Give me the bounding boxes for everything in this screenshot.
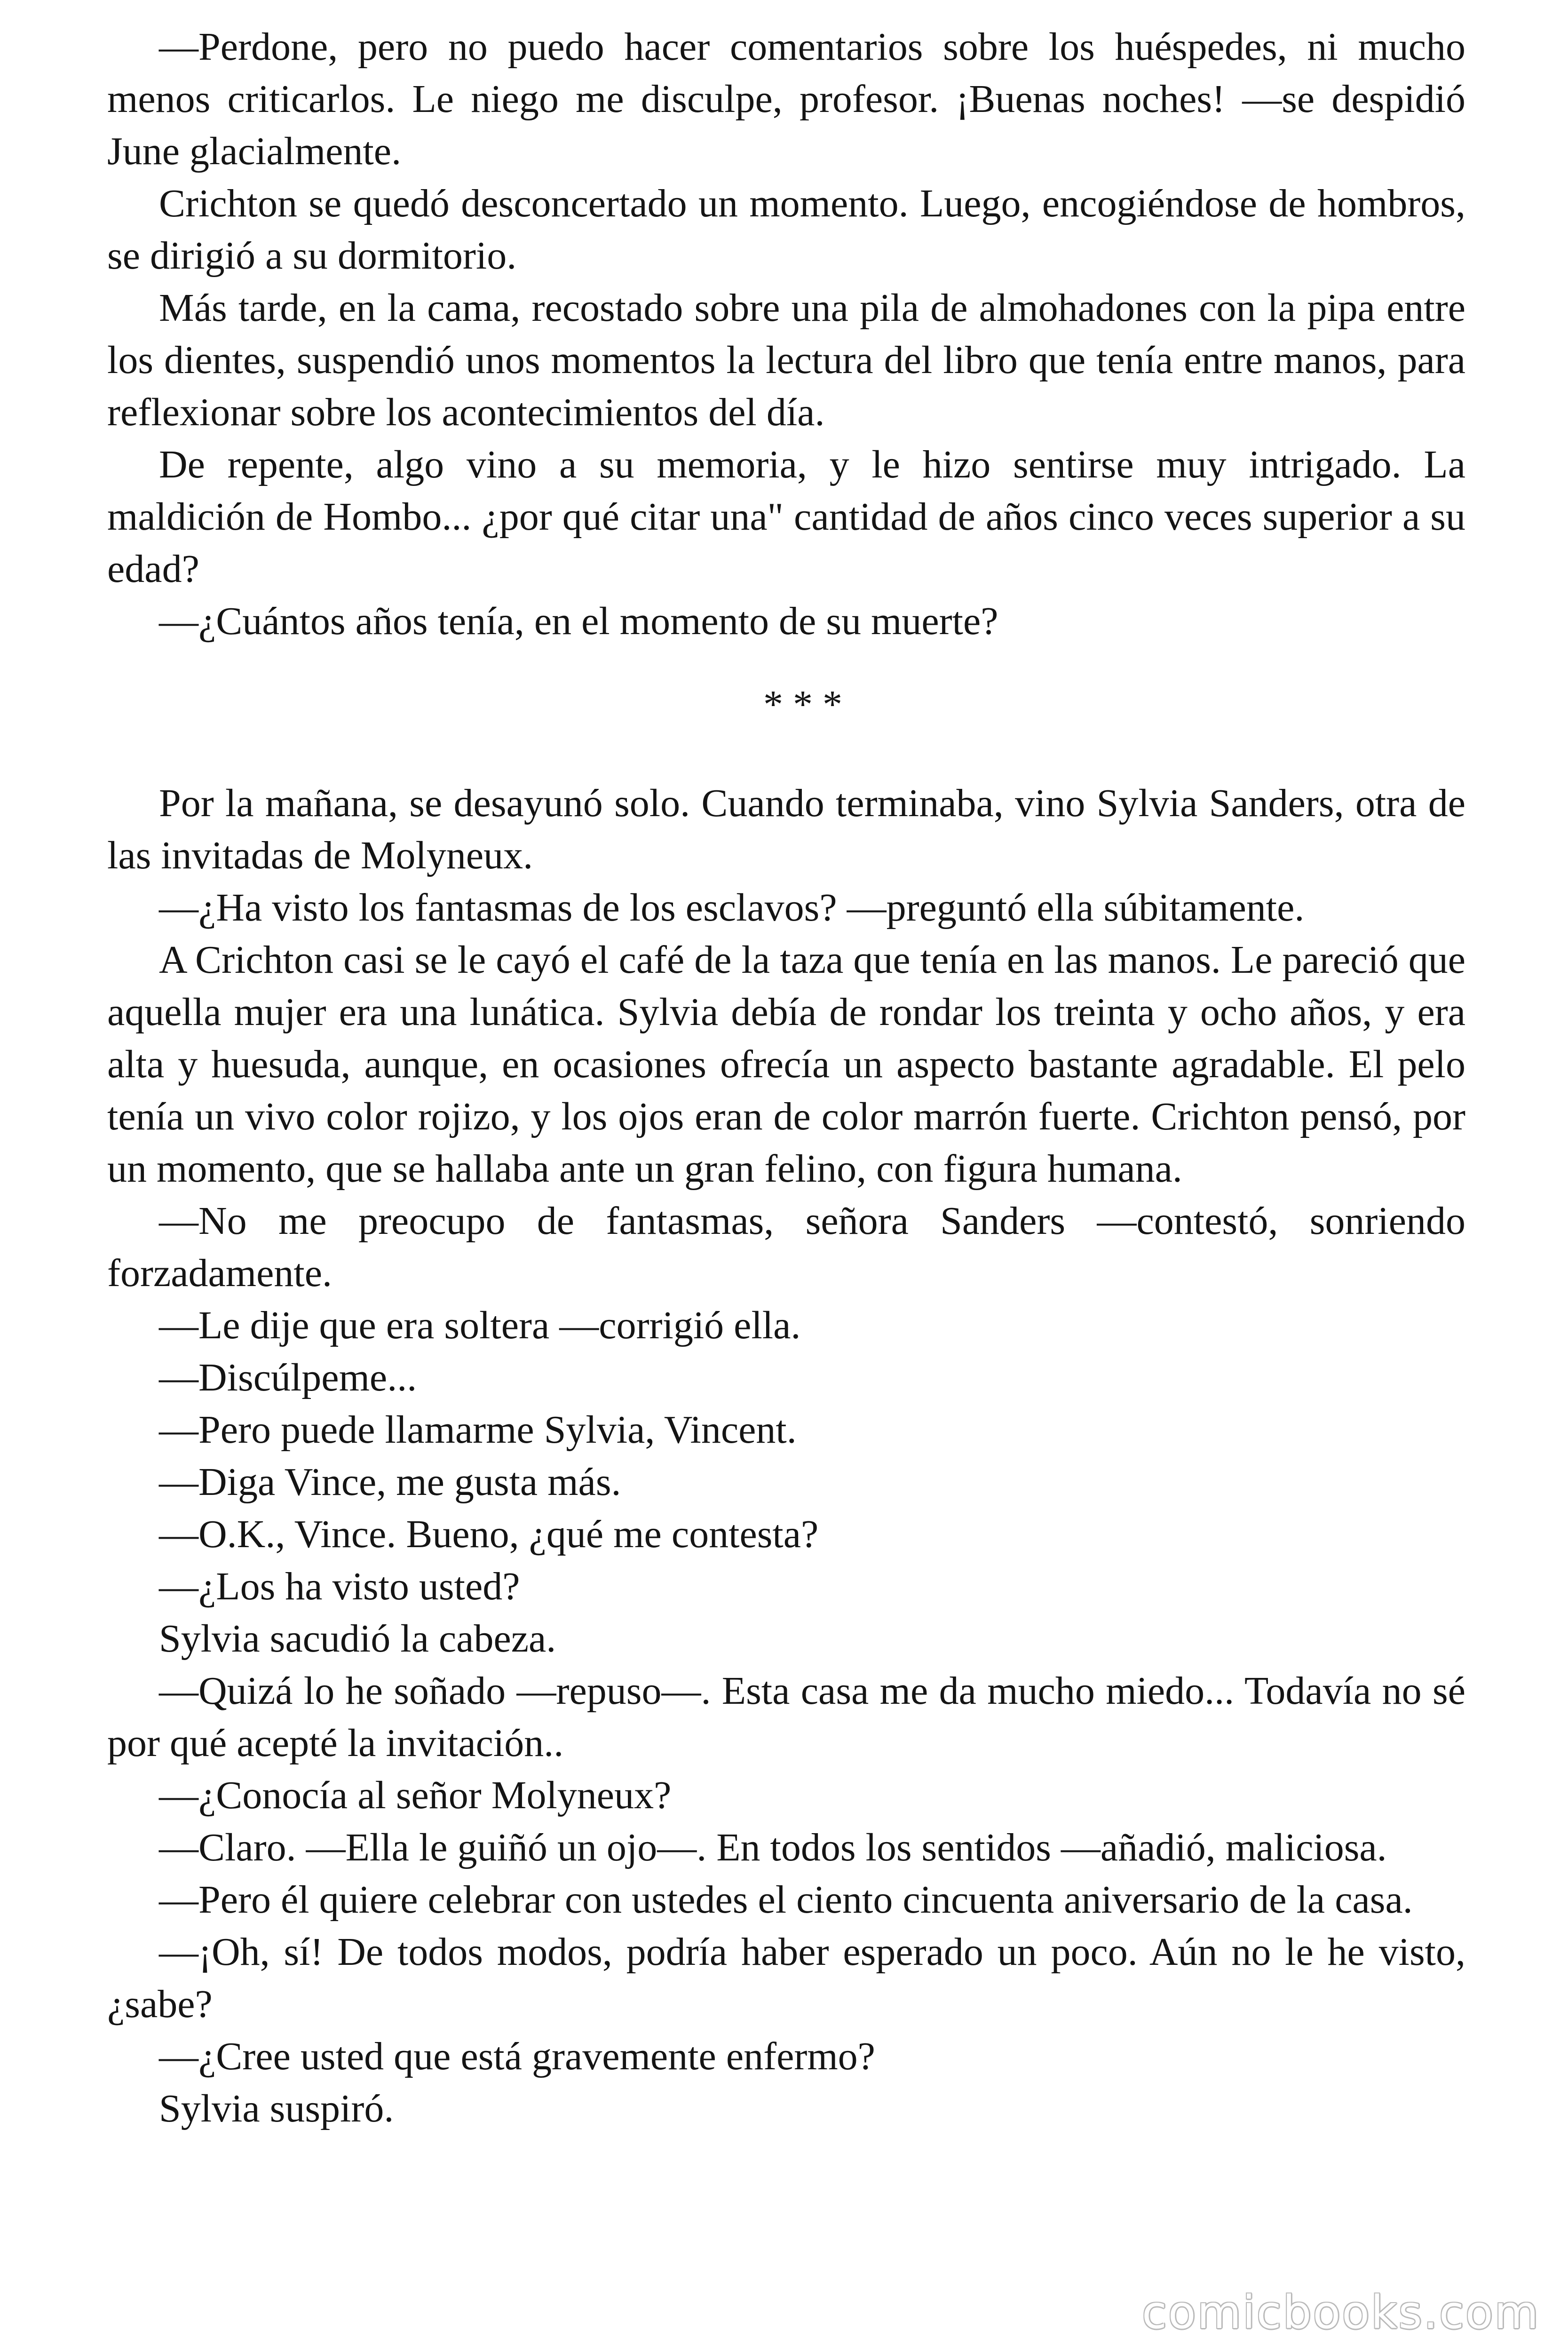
paragraph: —Claro. —Ella le guiñó un ojo—. En todos los sentidos —añadió, maliciosa. [159,1826,1387,1869]
paragraph: —¿Ha visto los fantasmas de los esclavos? —preguntó ella súbitamente. [159,886,1305,930]
paragraph: Sylvia sacudió la cabeza. [159,1617,556,1661]
paragraph: —Discúlpeme... [159,1356,417,1399]
paragraph: —O.K., Vince. Bueno, ¿qué me contesta? [159,1512,819,1556]
paragraph: —¿Los ha visto usted? [159,1565,520,1608]
paragraph: —¡Oh, sí! De todos modos, podría haber esperado un poco. Aún no le he visto, ¿sabe? [107,1930,1465,2026]
section-separator: * * * [763,683,842,726]
paragraph: —Perdone, pero no puedo hacer comentarios sobre los huéspedes, ni mucho menos criticarlos. Le niego me disculpe, profesor. ¡Buenas noches! —se despidió June glacialmente. [107,25,1465,173]
paragraph: De repente, algo vino a su memoria, y le hizo sentirse muy intrigado. La maldición de Hombo... ¿por qué citar una" cantidad de años cinco veces superior a su edad? [107,443,1465,591]
watermark: comicbooks.com [1141,2286,1540,2339]
paragraph: —Pero él quiere celebrar con ustedes el ciento cincuenta aniversario de la casa. [159,1878,1413,1922]
paragraph: —No me preocupo de fantasmas, señora Sanders —contestó, sonriendo forzadamente. [107,1199,1465,1295]
paragraph: Crichton se quedó desconcertado un momento. Luego, encogiéndose de hombros, se dirigió a su dormitorio. [107,182,1465,278]
paragraph: —¿Cree usted que está gravemente enfermo? [159,2034,875,2078]
text-section-top [107,21,1465,647]
paragraph: Más tarde, en la cama, recostado sobre una pila de almohadones con la pipa entre los dientes, suspendió unos momentos la lectura del libro que tenía entre manos, para reflexionar sobre los acontecimientos del día. [107,286,1465,434]
paragraph: —Pero puede llamarme Sylvia, Vincent. [159,1408,797,1452]
paragraph: Por la mañana, se desayunó solo. Cuando terminaba, vino Sylvia Sanders, otra de las invitadas de Molyneux. [107,781,1465,877]
paragraph: —Diga Vince, me gusta más. [159,1460,621,1504]
paragraph: A Crichton casi se le cayó el café de la taza que tenía en las manos. Le pareció que aquella mujer era una lunática. Sylvia debía de rondar los treinta y ocho años, y era alta y huesuda, aunque, en ocasiones ofrecía un aspecto bastante agradable. El pelo tenía un vivo color rojizo, y los ojos eran de color marrón fuerte. Crichton pensó, por un momento, que se hallaba ante un gran felino, con figura humana. [107,938,1465,1191]
paragraph: —¿Cuántos años tenía, en el momento de su muerte? [159,599,998,643]
paragraph: —Quizá lo he soñado —repuso—. Esta casa me da mucho miedo... Todavía no sé por qué acepté la invitación.. [107,1669,1465,1765]
paragraph: —¿Conocía al señor Molyneux? [159,1773,672,1817]
text-section-bottom [107,777,1465,2135]
paragraph: Sylvia suspiró. [159,2087,394,2130]
paragraph: —Le dije que era soltera —corrigió ella. [159,1303,801,1347]
